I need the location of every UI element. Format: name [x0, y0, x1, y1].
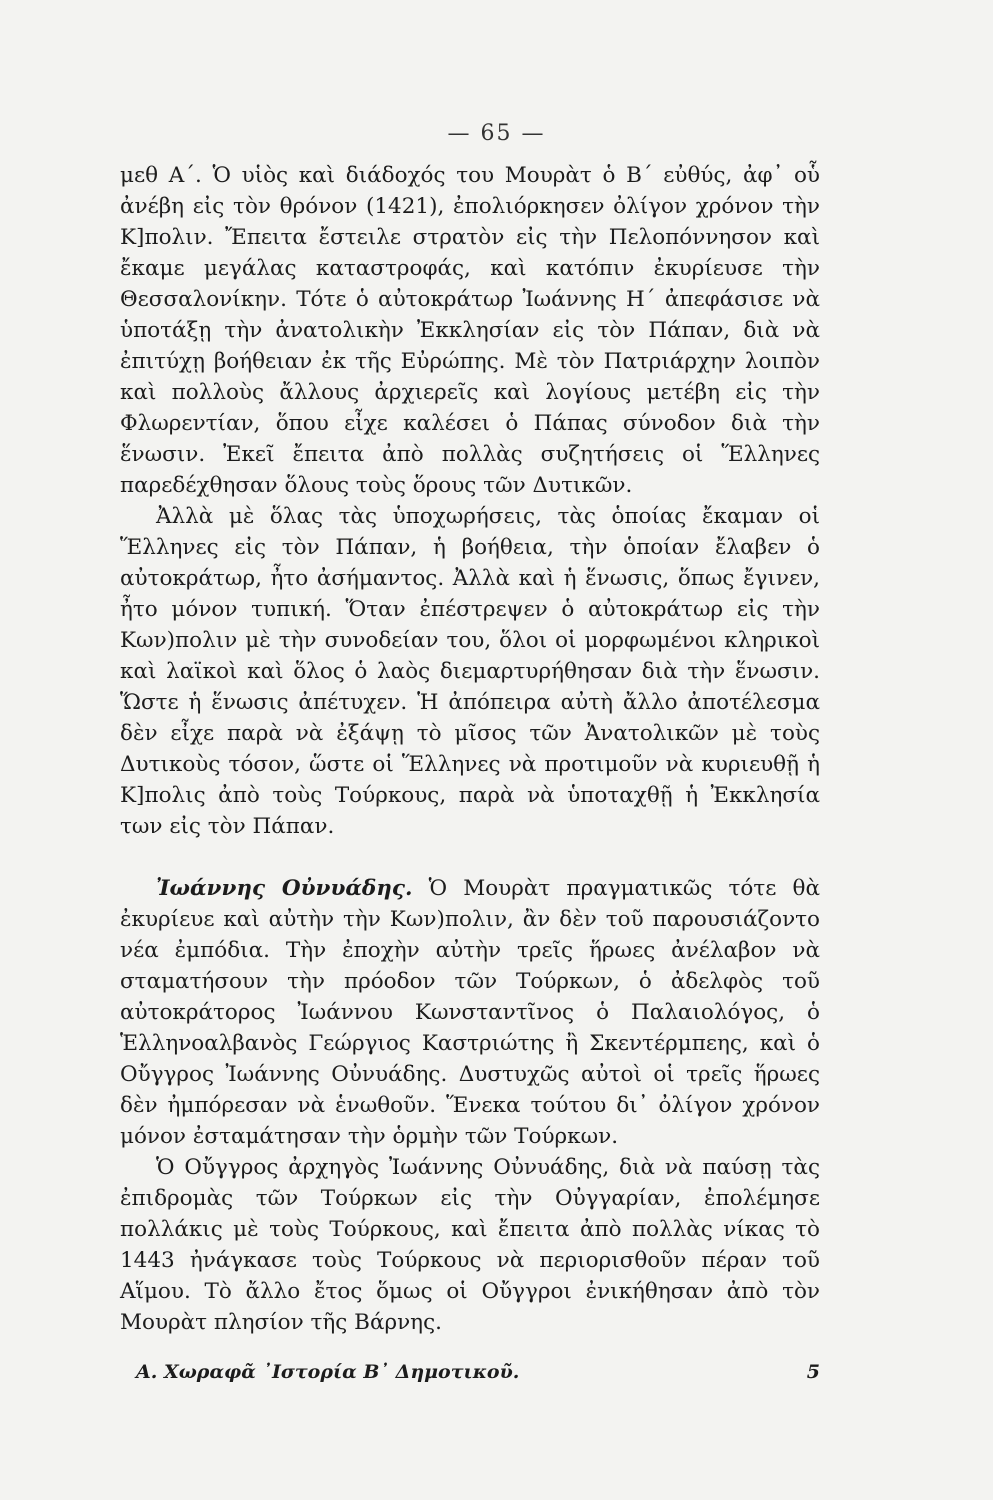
folio-number: 5 — [806, 1361, 820, 1383]
body-text — [120, 160, 820, 1338]
section-heading: Ἰωάννης Οὐνυάδης. — [156, 876, 413, 901]
paragraph-1: μεθ Α΄. Ὁ υἱὸς καὶ διάδοχός του Μουρὰτ ὁ Β΄ εὐθύς, ἀφ᾽ οὗ ἀνέβη εἰς τὸν θρόνον (1421), ἐπολιόρκησεν ὀλίγον χρόνον τὴν Κ]πολιν. Ἔπειτα ἔστειλε στρατὸν εἰς τὴν Πελοπόννησον καὶ ἔκαμε μεγάλας καταστροφάς, καὶ κατόπιν ἐκυρίευσε τὴν Θεσσαλονίκην. Τότε ὁ αὐτοκράτωρ Ἰωάννης Η΄ ἀπεφάσισε νὰ ὑποτάξῃ τὴν ἀνατολικὴν Ἐκκλησίαν εἰς τὸν Πάπαν, διὰ νὰ ἐπιτύχῃ βοήθειαν ἐκ τῆς Εὐρώπης. Μὲ τὸν Πατριάρχην λοιπὸν καὶ πολλοὺς ἄλλους ἀρχιερεῖς καὶ λογίους μετέβη εἰς τὴν Φλωρεντίαν, ὅπου εἶχε καλέσει ὁ Πάπας σύνοδον διὰ τὴν ἕνωσιν. Ἐκεῖ ἔπειτα ἀπὸ πολλὰς συζητήσεις οἱ Ἕλληνες παρεδέχθησαν ὅλους τοὺς ὅρους τῶν Δυτικῶν. — [120, 163, 820, 498]
section-paragraph-1-text: Ὁ Μουρὰτ πραγματικῶς τότε θὰ ἐκυρίευε καὶ αὐτὴν τὴν Κων)πολιν, ἂν δὲν τοῦ παρουσιάζοντο νέα ἐμπόδια. Τὴν ἐποχὴν αὐτὴν τρεῖς ἥρωες ἀνέλαβον νὰ σταματήσουν τὴν πρόοδον τῶν Τούρκων, ὁ ἀδελφὸς τοῦ αὐτοκράτορος Ἰωάννου Κωνσταντῖνος ὁ Παλαιολόγος, ὁ Ἑλληνοαλβανὸς Γεώργιος Καστριώτης ἢ Σκεντέρμπεης, καὶ ὁ Οὔγγρος Ἰωάννης Οὐνυάδης. Δυστυχῶς αὐτοὶ οἱ τρεῖς ἥρωες δὲν ἠμπόρεσαν νὰ ἑνωθοῦν. Ἕνεκα τούτου δι᾽ ὀλίγον χρόνον μόνον ἐσταμάτησαν τὴν ὁρμὴν τῶν Τούρκων. — [120, 876, 821, 1149]
section-paragraph-2: Ὁ Οὔγγρος ἀρχηγὸς Ἰωάννης Οὐνυάδης, διὰ νὰ παύσῃ τὰς ἐπιδρομὰς τῶν Τούρκων εἰς τὴν Οὐγγαρίαν, ἐπολέμησε πολλάκις μὲ τοὺς Τούρκους, καὶ ἔπειτα ἀπὸ πολλὰς νίκας τὸ 1443 ἠνάγκασε τοὺς Τούρκους νὰ περιορισθοῦν πέραν τοῦ Αἵμου. Τὸ ἄλλο ἔτος ὅμως οἱ Οὔγγροι ἐνικήθησαν ἀπὸ τὸν Μουρὰτ πλησίον τῆς Βάρνης. — [120, 1155, 820, 1335]
page-number: — 65 — — [447, 121, 546, 146]
printer-signature: Α. Χωραφᾶ ᾽Ιστορία Β᾽ Δημοτικοῦ. — [136, 1361, 520, 1383]
section-paragraph-1 — [120, 873, 820, 1152]
section-gap — [120, 842, 820, 873]
paragraph-2: Ἀλλὰ μὲ ὅλας τὰς ὑποχωρήσεις, τὰς ὁποίας ἔκαμαν οἱ Ἕλληνες εἰς τὸν Πάπαν, ἡ βοήθεια, τὴν ὁποίαν ἔλαβεν ὁ αὐτοκράτωρ, ἦτο ἀσήμαντος. Ἀλλὰ καὶ ἡ ἕνωσις, ὅπως ἔγινεν, ἦτο μόνον τυπική. Ὅταν ἐπέστρεψεν ὁ αὐτοκράτωρ εἰς τὴν Κων)πολιν μὲ τὴν συνοδείαν του, ὅλοι οἱ μορφωμένοι κληρικοὶ καὶ λαϊκοὶ καὶ ὅλος ὁ λαὸς διεμαρτυρήθησαν διὰ τὴν ἕνωσιν. Ὥστε ἡ ἕνωσις ἀπέτυχεν. Ἡ ἀπόπειρα αὐτὴ ἄλλο ἀποτέλεσμα δὲν εἶχε παρὰ νὰ ἐξάψῃ τὸ μῖσος τῶν Ἀνατολικῶν μὲ τοὺς Δυτικοὺς τόσον, ὥστε οἱ Ἕλληνες νὰ προτιμοῦν νὰ κυριευθῇ ἡ Κ]πολις ἀπὸ τοὺς Τούρκους, παρὰ νὰ ὑποταχθῇ ἡ Ἐκκλησία των εἰς τὸν Πάπαν. — [120, 504, 820, 839]
